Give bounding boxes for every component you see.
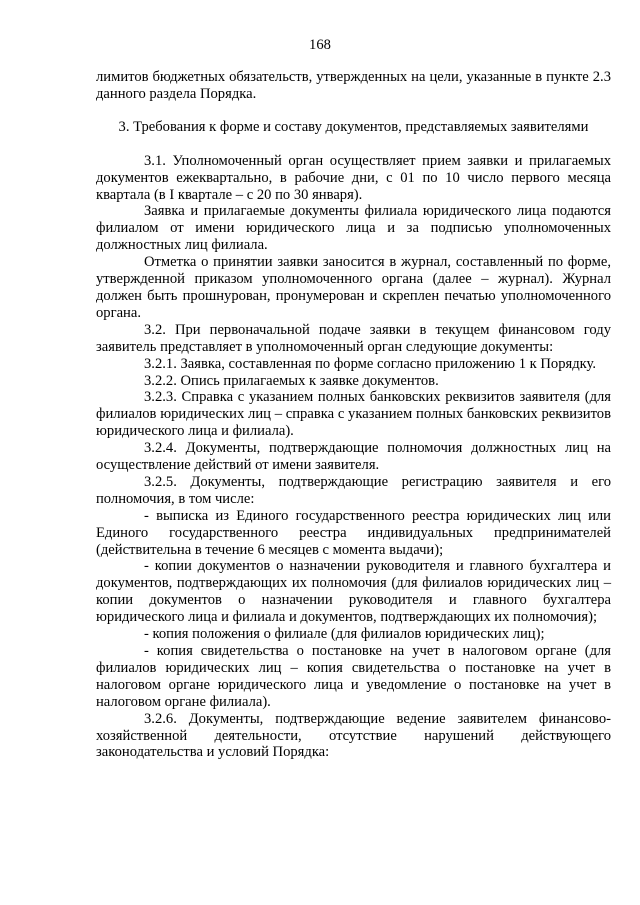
- paragraph-3-2-3: 3.2.3. Справка с указанием полных банковских реквизитов заявителя (для филиалов юридических лиц – справка с указанием полных банковских реквизитов юридического лица и филиала).: [96, 389, 611, 440]
- paragraph-3-2-4: 3.2.4. Документы, подтверждающие полномочия должностных лиц на осуществление действий от имени заявителя.: [96, 440, 611, 474]
- paragraph-3-2-2: 3.2.2. Опись прилагаемых к заявке документов.: [144, 372, 439, 389]
- paragraph-branch-submission: Заявка и прилагаемые документы филиала юридического лица подаются филиалом от имени юридического лица и за подписью уполномоченных должностных лиц филиала.: [96, 203, 611, 254]
- list-item-tax-certificate: - копия свидетельства о постановке на учет в налоговом органе (для филиалов юридических лиц – копия свидетельства о постановке на учет в налоговом органе юридического лица и уведомление о постановке на учет в налоговом органе филиала).: [96, 643, 611, 710]
- list-item-branch-regulation: - копия положения о филиале (для филиалов юридических лиц);: [144, 626, 545, 643]
- paragraph-3-2-5: 3.2.5. Документы, подтверждающие регистрацию заявителя и его полномочия, в том числе:: [96, 473, 611, 507]
- page-number: 168: [309, 37, 331, 53]
- list-item-appointment-copies: - копии документов о назначении руководителя и главного бухгалтера и документов, подтверждающих их полномочия (для филиалов юридических лиц – копии документов о назначении руководителя и главного бухгалтера юридического лица и филиала и документов, подтверждающих их полномочия);: [96, 558, 611, 626]
- paragraph-3-2-6: 3.2.6. Документы, подтверждающие ведение заявителем финансово-хозяйственной деятельности, отсутствие нарушений действующего законодательства и условий Порядка:: [96, 710, 611, 761]
- paragraph-journal: Отметка о принятии заявки заносится в журнал, составленный по форме, утвержденной приказом уполномоченного органа (далее – журнал). Журнал должен быть прошнурован, пронумерован и скреплен печатью уполномоченного органа.: [96, 254, 611, 321]
- document-body: [96, 69, 611, 761]
- paragraph-3-1: 3.1. Уполномоченный орган осуществляет прием заявки и прилагаемых документов ежеквартально, в рабочие дни, с 01 по 10 число первого месяца квартала (в I квартале – с 20 по 30 января).: [96, 152, 611, 203]
- section-heading: 3. Требования к форме и составу документов, представляемых заявителями: [118, 118, 589, 135]
- lead-paragraph: лимитов бюджетных обязательств, утвержденных на цели, указанные в пункте 2.3 данного раздела Порядка.: [96, 69, 611, 102]
- list-item-registry-extract: - выписка из Единого государственного реестра юридических лиц или Единого государственного реестра индивидуальных предпринимателей (действительна в течение 6 месяцев с момента выдачи);: [96, 507, 611, 558]
- paragraph-3-2-1: 3.2.1. Заявка, составленная по форме согласно приложению 1 к Порядку.: [144, 355, 597, 372]
- paragraph-3-2: 3.2. При первоначальной подаче заявки в текущем финансовом году заявитель представляет в уполномоченный орган следующие документы:: [96, 321, 611, 355]
